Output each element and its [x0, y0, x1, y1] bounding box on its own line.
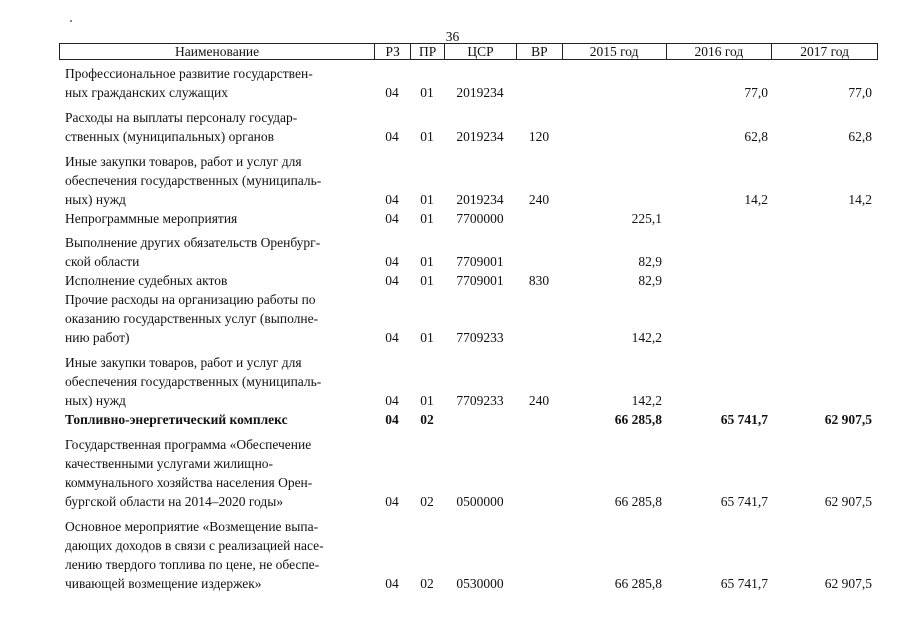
row-name [59, 290, 374, 347]
row-name-line: Прочие расходы на организацию работы по [65, 292, 316, 307]
table-header [59, 43, 878, 60]
cell-y2015: 225,1 [631, 211, 662, 226]
table-row [59, 271, 878, 290]
row-name [59, 209, 374, 228]
table-row [59, 290, 878, 347]
row-name [59, 108, 374, 146]
cell-pr: 01 [420, 129, 434, 144]
table-row [59, 435, 878, 511]
row-name-line: чивающей возмещение издержек» [65, 576, 262, 591]
cell-csr: 2019234 [456, 192, 504, 207]
page-number: 36 [445, 29, 460, 44]
cell-y2015: 82,9 [638, 273, 662, 288]
cell-y2016: 14,2 [744, 192, 768, 207]
row-name-line: ных) нужд [65, 192, 126, 207]
cell-y2017: 62 907,5 [824, 412, 872, 427]
cell-rz: 04 [385, 129, 399, 144]
cell-y2016: 65 741,7 [720, 576, 768, 591]
header-2016: 2016 год [666, 44, 772, 59]
cell-pr: 01 [420, 393, 434, 408]
cell-rz: 04 [385, 85, 399, 100]
cell-pr: 01 [420, 211, 434, 226]
cell-csr: 7709001 [456, 273, 504, 288]
row-name-line: Непрограммные мероприятия [65, 211, 238, 226]
row-name-line: оказанию государственных услуг (выполне- [65, 311, 319, 326]
cell-pr: 02 [420, 412, 434, 427]
cell-y2016: 77,0 [744, 85, 768, 100]
row-name-line: Выполнение других обязательств Оренбург- [65, 235, 321, 250]
cell-pr: 01 [420, 85, 434, 100]
cell-y2017: 62 907,5 [824, 576, 872, 591]
row-name-line: Основное мероприятие «Возмещение выпа- [65, 519, 319, 534]
cell-csr: 2019234 [456, 85, 504, 100]
table-row [59, 233, 878, 271]
cell-csr: 2019234 [456, 129, 504, 144]
cell-rz: 04 [385, 393, 399, 408]
row-name-line: бургской области на 2014–2020 годы» [65, 494, 284, 509]
header-2017: 2017 год [771, 44, 877, 59]
row-name [59, 233, 374, 271]
budget-table [59, 43, 878, 593]
cell-pr: 02 [420, 494, 434, 509]
table-row [59, 410, 878, 429]
cell-rz: 04 [385, 412, 399, 427]
cell-y2015: 66 285,8 [614, 412, 662, 427]
cell-pr: 01 [420, 192, 434, 207]
row-name [59, 152, 374, 209]
table-row [59, 152, 878, 209]
row-name-line: Иные закупки товаров, работ и услуг для [65, 154, 302, 169]
row-name-line: качественными услугами жилищно- [65, 456, 274, 471]
cell-rz: 04 [385, 273, 399, 288]
row-name [59, 435, 374, 511]
table-row [59, 108, 878, 146]
cell-y2015: 142,2 [631, 393, 662, 408]
header-rz: РЗ [374, 44, 410, 59]
row-name-line: обеспечения государственных (муниципаль- [65, 173, 322, 188]
cell-vr: 240 [528, 192, 550, 207]
scan-speck [70, 20, 72, 22]
cell-y2016: 65 741,7 [720, 494, 768, 509]
cell-rz: 04 [385, 330, 399, 345]
cell-pr: 02 [420, 576, 434, 591]
cell-vr: 240 [528, 393, 550, 408]
row-name [59, 353, 374, 410]
row-name-line: обеспечения государственных (муниципаль- [65, 374, 322, 389]
row-name [59, 410, 374, 429]
cell-vr: 830 [528, 273, 550, 288]
row-name-line: Топливно-энергетический комплекс [65, 412, 288, 427]
cell-pr: 01 [420, 254, 434, 269]
cell-y2017: 62,8 [848, 129, 872, 144]
row-name-line: ственных (муниципальных) органов [65, 129, 275, 144]
cell-rz: 04 [385, 211, 399, 226]
header-pr: ПР [410, 44, 444, 59]
table-row [59, 517, 878, 593]
table-row [59, 209, 878, 228]
cell-y2017: 14,2 [848, 192, 872, 207]
row-name-line: ской области [65, 254, 140, 269]
cell-csr: 7709233 [456, 393, 504, 408]
cell-y2017: 62 907,5 [824, 494, 872, 509]
header-2015: 2015 год [562, 44, 666, 59]
cell-rz: 04 [385, 192, 399, 207]
header-csr: ЦСР [444, 44, 516, 59]
cell-y2015: 66 285,8 [614, 494, 662, 509]
cell-y2015: 82,9 [638, 254, 662, 269]
row-name [59, 271, 374, 290]
row-name-line: дающих доходов в связи с реализацией насе- [65, 538, 324, 553]
row-name-line: Иные закупки товаров, работ и услуг для [65, 355, 302, 370]
cell-csr: 0530000 [456, 576, 504, 591]
cell-y2015: 66 285,8 [614, 576, 662, 591]
cell-vr: 120 [528, 129, 550, 144]
cell-rz: 04 [385, 576, 399, 591]
header-name: Наименование [175, 44, 260, 59]
cell-y2016: 65 741,7 [720, 412, 768, 427]
row-name-line: Исполнение судебных актов [65, 273, 228, 288]
row-name-line: лению твердого топлива по цене, не обеспе- [65, 557, 320, 572]
table-row [59, 64, 878, 102]
row-name-line: ных) нужд [65, 393, 126, 408]
cell-y2016: 62,8 [744, 129, 768, 144]
cell-y2015: 142,2 [631, 330, 662, 345]
cell-pr: 01 [420, 330, 434, 345]
header-vr: ВР [516, 44, 562, 59]
table-row [59, 353, 878, 410]
cell-csr: 7709233 [456, 330, 504, 345]
cell-rz: 04 [385, 254, 399, 269]
row-name-line: ных гражданских служащих [65, 85, 229, 100]
row-name [59, 517, 374, 593]
row-name-line: Профессиональное развитие государствен- [65, 66, 313, 81]
cell-csr: 0500000 [456, 494, 504, 509]
cell-csr: 7709001 [456, 254, 504, 269]
row-name-line: Государственная программа «Обеспечение [65, 437, 312, 452]
table-body [59, 64, 878, 593]
row-name [59, 64, 374, 102]
row-name-line: коммунального хозяйства населения Орен- [65, 475, 313, 490]
cell-rz: 04 [385, 494, 399, 509]
row-name-line: нию работ) [65, 330, 130, 345]
cell-y2017: 77,0 [848, 85, 872, 100]
row-name-line: Расходы на выплаты персоналу государ- [65, 110, 298, 125]
cell-csr: 7700000 [456, 211, 504, 226]
cell-pr: 01 [420, 273, 434, 288]
